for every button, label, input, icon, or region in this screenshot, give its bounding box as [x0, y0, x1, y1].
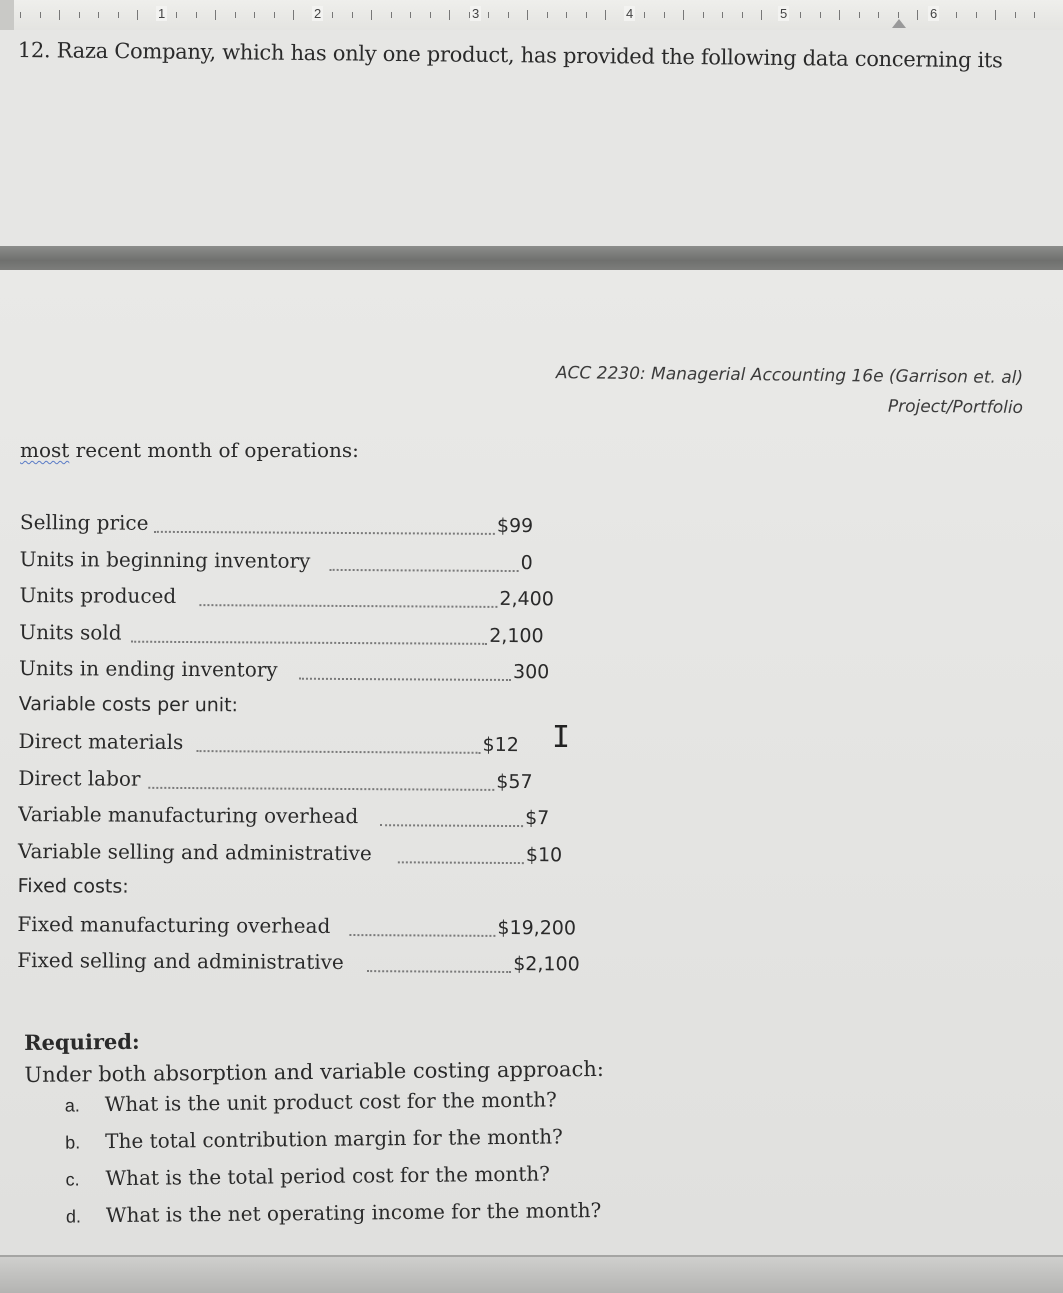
row-value: $57: [496, 770, 533, 793]
page-header-project: Project/Portfolio: [887, 396, 1023, 418]
ruler-tick: [430, 12, 431, 18]
ruler-number-2: 2: [314, 6, 322, 21]
ruler-tick: [79, 12, 80, 18]
row-label: Units sold: [19, 619, 122, 645]
row-label: Fixed manufacturing overhead: [17, 911, 331, 938]
spellcheck-word[interactable]: most: [20, 438, 70, 462]
row-value: 300: [512, 661, 550, 684]
list-text: The total contribution margin for the month?: [105, 1124, 563, 1154]
bottom-edge: [0, 1255, 1063, 1293]
row-value: $10: [525, 843, 563, 866]
ruler-tick: [215, 10, 216, 20]
row-value: $99: [496, 514, 534, 538]
ruler-tick: [547, 12, 548, 18]
intro-rest: recent month of operations:: [69, 438, 359, 462]
list-text: What is the unit product cost for the month?: [104, 1087, 557, 1117]
table-row: [19, 619, 579, 659]
ruler-tick: [800, 12, 801, 18]
dot-leader: [148, 786, 494, 790]
row-label: Units produced: [19, 582, 177, 608]
ruler-tick: [605, 10, 606, 20]
row-label: Direct labor: [18, 765, 141, 791]
ruler-tick: [59, 10, 60, 20]
row-label: Fixed costs:: [17, 874, 129, 898]
row-value: 2,400: [499, 587, 554, 611]
table-row: [18, 802, 578, 842]
ruler-tick: [118, 12, 119, 18]
page-1: [0, 30, 1063, 246]
row-label: Variable manufacturing overhead: [18, 801, 359, 829]
row-value: 0: [520, 551, 533, 574]
ruler-tick: [137, 10, 138, 20]
table-row: [18, 765, 578, 805]
ruler-tick: [683, 10, 684, 20]
dot-leader: [380, 824, 523, 827]
ruler-tick: [976, 12, 977, 18]
dot-leader: [330, 568, 519, 571]
page-break: [0, 246, 1063, 270]
ruler-tick: [917, 10, 918, 20]
table-row: [17, 911, 577, 951]
ruler-tick: [235, 12, 236, 18]
row-value: $12: [482, 733, 519, 757]
row-label: Variable selling and administrative: [17, 838, 372, 865]
row-label: Variable costs per unit:: [18, 692, 239, 716]
ruler-tick: [664, 12, 665, 18]
ruler-tick: [839, 10, 840, 20]
ruler-tick: [352, 12, 353, 18]
ruler-tick: [820, 12, 821, 18]
table-row: [20, 510, 580, 550]
ruler-tick: [722, 12, 723, 18]
table-row: [19, 692, 579, 732]
ruler-tick: [40, 12, 41, 18]
ruler-number-4: 4: [626, 6, 634, 21]
ruler-tick: [644, 12, 645, 18]
ruler-tick: [449, 10, 450, 20]
ruler-tick: [20, 12, 21, 18]
row-label: Direct materials: [18, 728, 184, 755]
ruler-tick: [761, 10, 762, 20]
ruler-number-5: 5: [780, 6, 788, 21]
list-letter: a.: [64, 1095, 80, 1116]
page-2: [0, 270, 1063, 1255]
ruler-number-6: 6: [930, 6, 938, 21]
row-value: $2,100: [513, 953, 580, 976]
dot-leader: [349, 934, 495, 937]
row-label: Units in ending inventory: [18, 655, 278, 682]
required-subtitle: Under both absorption and variable costing approach:: [24, 1056, 605, 1087]
ruler-tick: [878, 12, 879, 18]
ruler-tick: [566, 12, 567, 18]
ruler-tick: [410, 12, 411, 18]
dot-leader: [154, 531, 495, 535]
table-row: [18, 729, 578, 769]
row-value: $7: [525, 807, 550, 830]
ruler-number-3: 3: [472, 6, 480, 21]
list-letter: d.: [65, 1206, 82, 1227]
text-cursor-icon: I: [552, 720, 571, 755]
ruler-tick: [293, 10, 294, 20]
table-row: [20, 546, 580, 586]
list-text: What is the total period cost for the month?: [105, 1161, 551, 1191]
list-item: [26, 1198, 606, 1241]
row-label: Selling price: [19, 510, 149, 535]
horizontal-ruler[interactable]: [0, 0, 1063, 31]
ruler-tick: [859, 12, 860, 18]
row-value: $19,200: [497, 916, 577, 939]
ruler-tick: [1034, 12, 1035, 18]
ruler-tick: [488, 12, 489, 18]
list-item: [25, 1087, 605, 1130]
ruler-tick: [254, 12, 255, 18]
list-letter: c.: [65, 1169, 80, 1190]
ruler-tick: [956, 12, 957, 18]
page-header-course: ACC 2230: Managerial Accounting 16e (Garrison et. al): [555, 363, 1023, 388]
ruler-tick: [274, 12, 275, 18]
table-row: [18, 838, 578, 878]
intro-text: [20, 438, 359, 462]
ruler-tick: [371, 10, 372, 20]
dot-leader: [199, 604, 497, 608]
question-text: 12. Raza Company, which has only one product, has provided the following data concerning its: [17, 38, 1003, 73]
ruler-tick: [586, 12, 587, 18]
list-letter: b.: [65, 1132, 81, 1153]
ruler-margin: [0, 0, 14, 30]
dot-leader: [367, 970, 511, 973]
table-row: [17, 947, 580, 988]
dot-leader: [398, 861, 524, 864]
table-row: [19, 583, 579, 623]
ruler-tick: [703, 12, 704, 18]
dot-leader: [299, 678, 511, 681]
ruler-tick: [332, 12, 333, 18]
ruler-number-1: 1: [158, 6, 166, 21]
row-value: 2,100: [489, 624, 544, 647]
required-title: Required:: [24, 1028, 140, 1055]
ruler-tick: [1015, 12, 1016, 18]
ruler-tick: [527, 10, 528, 20]
ruler-tick: [898, 12, 899, 18]
required-section: [24, 1024, 606, 1241]
dot-leader: [197, 750, 481, 754]
table-row: [18, 875, 578, 915]
row-label: Fixed selling and administrative: [17, 947, 344, 974]
list-item: [25, 1161, 605, 1204]
list-item: [25, 1124, 605, 1167]
ruler-tick: [196, 12, 197, 18]
data-table: [17, 510, 580, 988]
ruler-tick: [176, 12, 177, 18]
table-row: [19, 656, 579, 696]
ruler-tick: [98, 12, 99, 18]
dot-leader: [131, 640, 487, 644]
ruler-tick: [391, 12, 392, 18]
ruler-tick: [995, 10, 996, 20]
ruler-tick: [508, 12, 509, 18]
row-label: Units in beginning inventory: [19, 546, 311, 573]
indent-marker-icon[interactable]: [892, 19, 906, 28]
ruler-tick: [742, 12, 743, 18]
list-text: What is the net operating income for the month?: [105, 1197, 602, 1228]
